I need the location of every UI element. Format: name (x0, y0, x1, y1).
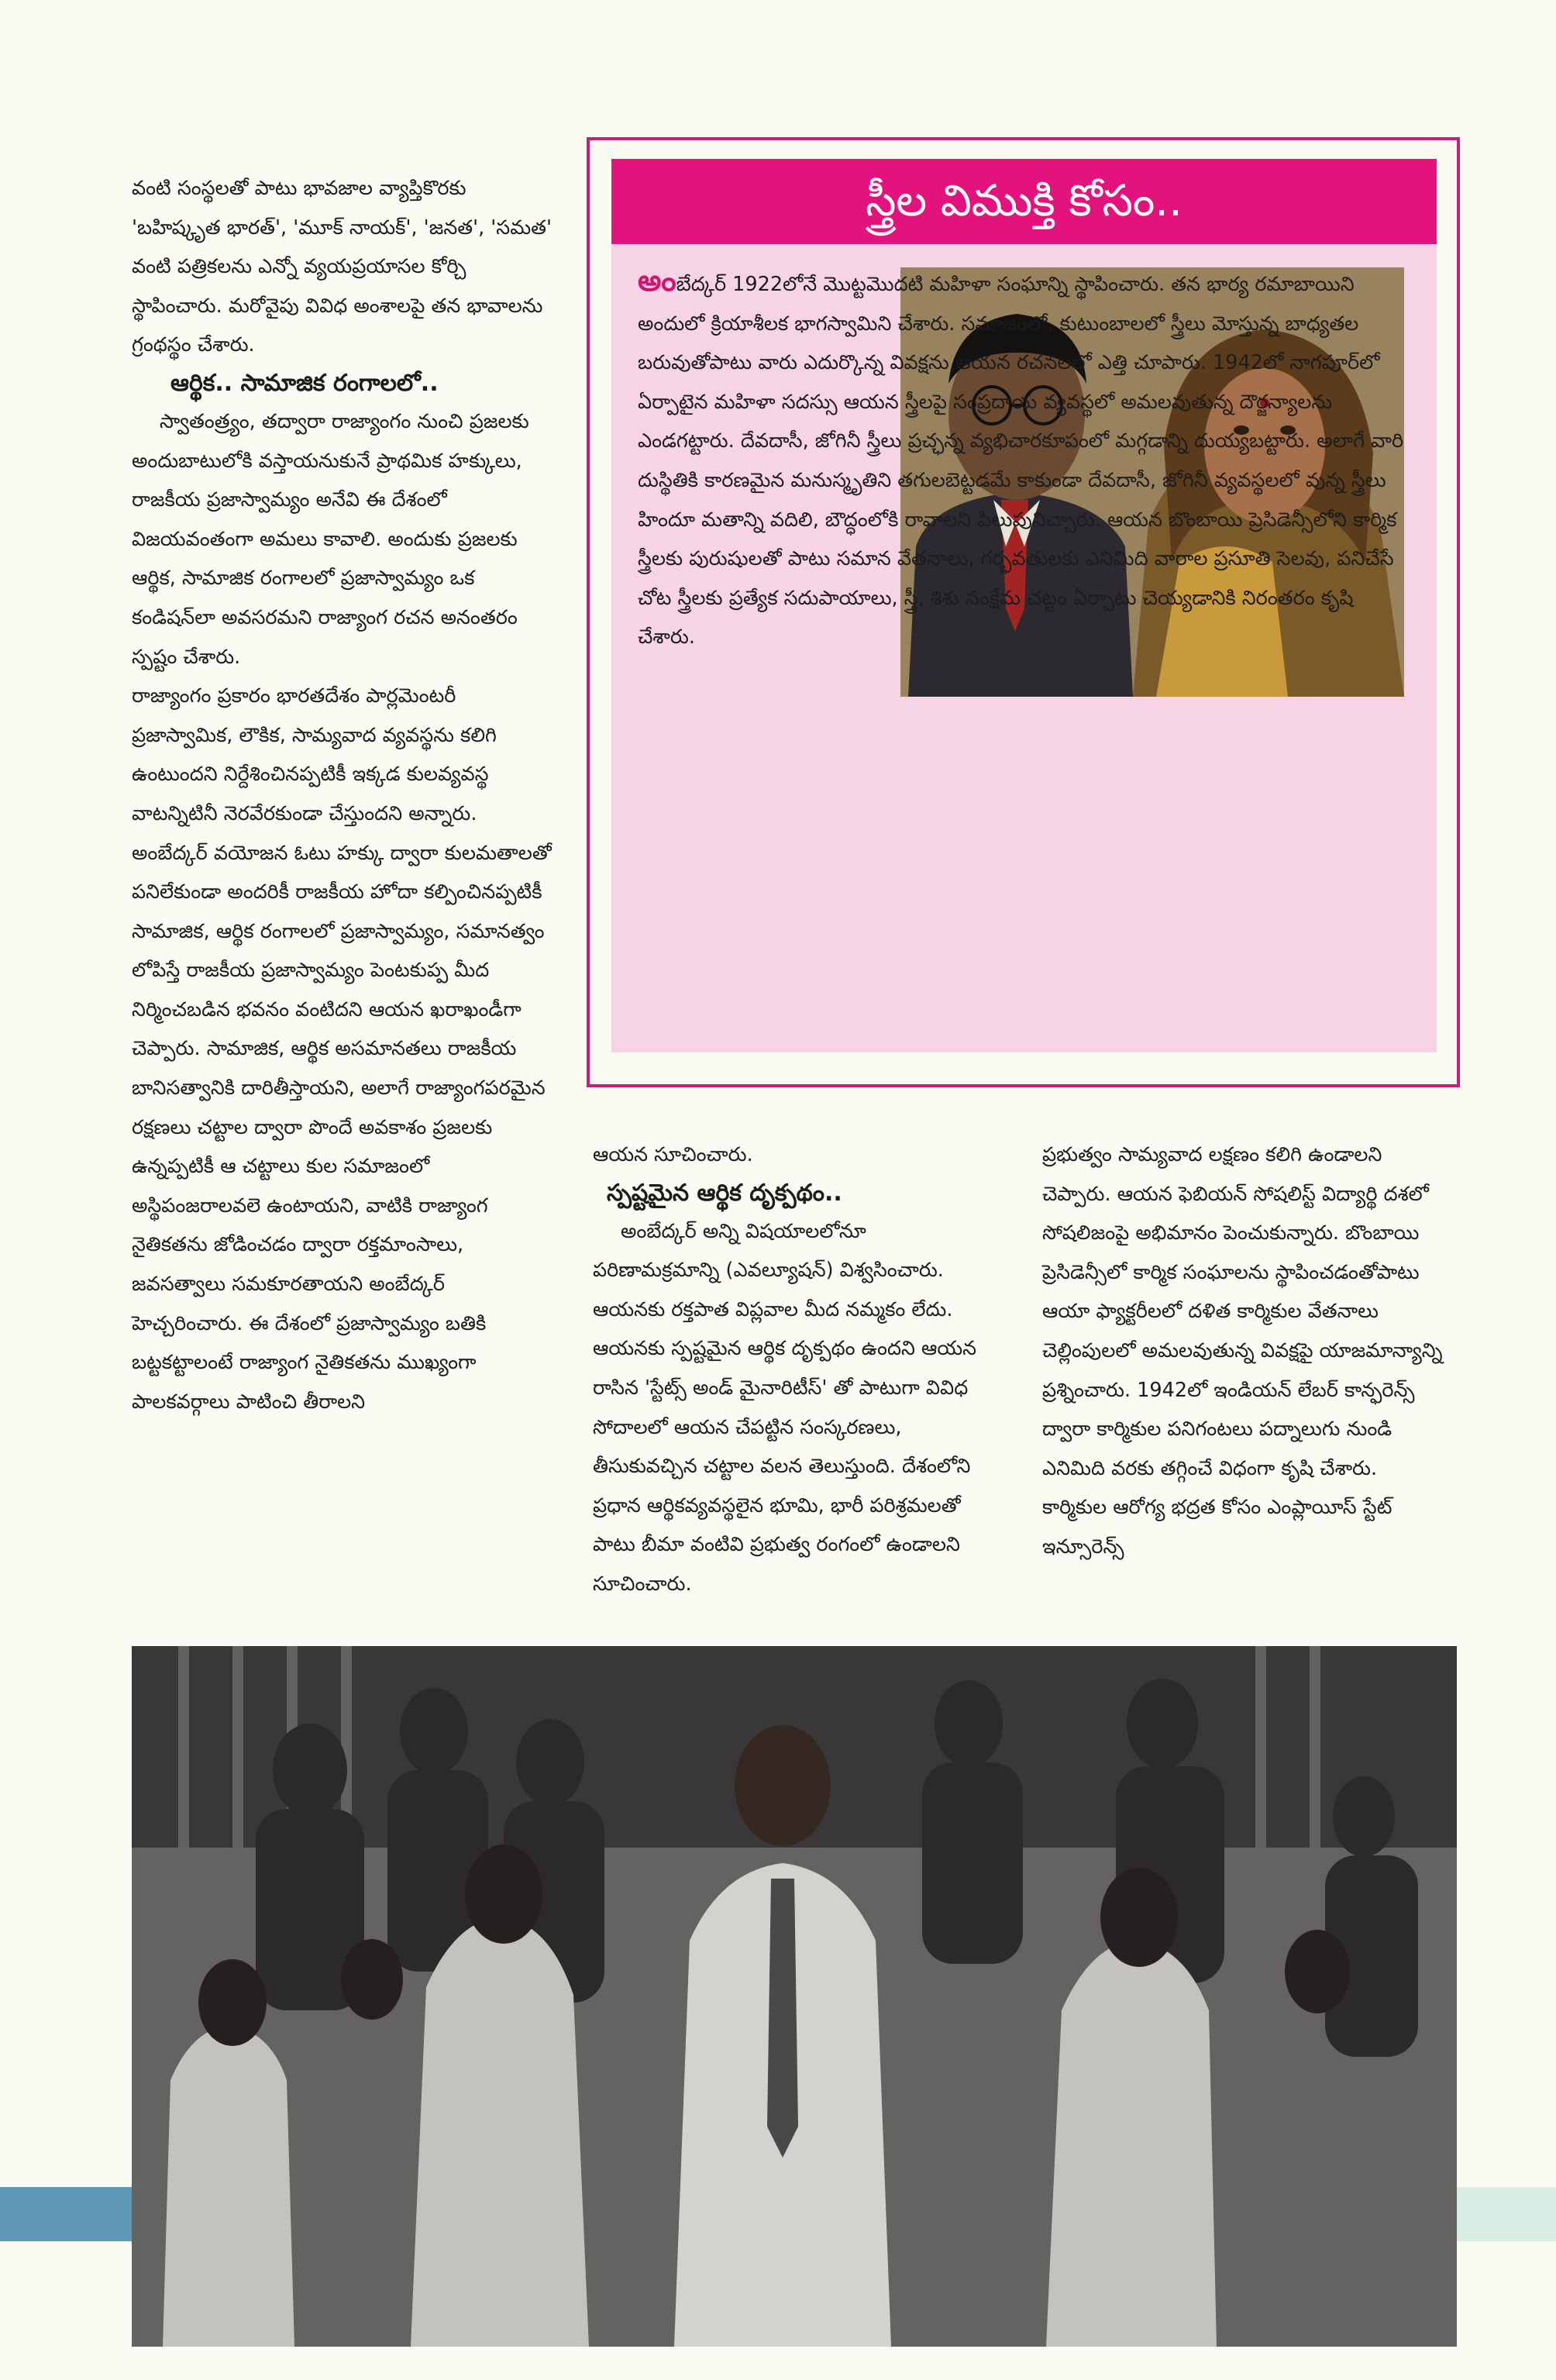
article-column-2 (593, 1135, 996, 1604)
column2-subhead: స్పష్టమైన ఆర్థిక దృక్పథం.. (607, 1179, 842, 1207)
column2-paragraph-1: అంబేద్కర్ అన్ని విషయాలలోనూ పరిణామక్రమాన్ని (ఎవల్యూషన్) విశ్వసించారు. ఆయనకు రక్తపాత విప్లవాల మీద నమ్మకం లేదు. ఆయనకు స్పష్టమైన ఆర్థిక దృక్పథం ఉందని ఆయన రాసిన 'స్టేట్స్ అండ్ మైనారిటీస్' తో పాటుగా వివిధ సోదాలలో ఆయన చేపట్టిన సంస్కరణలు, తీసుకువచ్చిన చట్టాల వలన తెలుస్తుంది. దేశంలోని ప్రధాన ఆర్థికవ్యవస్థలైన భూమి, భారీ పరిశ్రమలతో పాటు బీమా వంటివి ప్రభుత్వ రంగంలో ఉండాలని సూచించారు. (593, 1219, 977, 1596)
column1-paragraph-1: స్వాతంత్ర్యం, తద్వారా రాజ్యాంగం నుంచి ప్రజలకు అందుబాటులోకి వస్తాయనుకునే ప్రాథమిక హక్కులు, రాజకీయ ప్రజాస్వామ్యం అనేవి ఈ దేశంలో విజయవంతంగా అమలు కావాలి. అందుకు ప్రజలకు ఆర్థిక, సామాజిక రంగాలలో ప్రజాస్వామ్యం ఒక కండిషన్‌లా అవసరమని రాజ్యాంగ రచన అనంతరం స్పష్టం చేశారు. (132, 409, 529, 669)
article-column-1 (132, 169, 554, 1421)
sidebar-body (611, 244, 1437, 1052)
column2-intro: ఆయన సూచించారు. (593, 1143, 753, 1166)
column1-subhead: ఆర్థిక.. సామాజిక రంగాలలో.. (170, 369, 439, 397)
column3-paragraph-1: ప్రభుత్వం సామ్యవాద లక్షణం కలిగి ఉండాలని చెప్పారు. ఆయన ఫెబియన్ సోషలిస్ట్ విద్యార్థి దశలో సోషలిజంపై అభిమానం పెంచుకున్నారు. బొంబాయి ప్రెసిడెన్సీలో కార్మిక సంఘాలను స్థాపించడంతోపాటు ఆయా ఫ్యాక్టరీలలో దళిత కార్మికుల వేతనాలు చెల్లింపులలో అమలవుతున్న వివక్షపై యాజమాన్యాన్ని ప్రశ్నించారు. 1942లో ఇండియన్ లేబర్ కాన్ఫరెన్స్ ద్వారా కార్మికుల పనిగంటలు పద్నాలుగు నుండి ఎనిమిది వరకు తగ్గించే విధంగా కృషి చేశారు. కార్మికుల ఆరోగ్య భద్రత కోసం ఎంప్లాయీస్ స్టేట్ ఇన్సూరెన్స్ (1042, 1143, 1443, 1559)
column1-intro: వంటి సంస్థలతో పాటు భావజాల వ్యాప్తికొరకు 'బహిష్కృత భారత్', 'మూక్ నాయక్', 'జనత', 'సమత' వంటి పత్రికలను ఎన్నో వ్యయప్రయాసల కోర్చి స్థాపించారు. మరోవైపు వివిధ అంశాలపై తన భావాలను గ్రంథస్థం చేశారు. (132, 177, 553, 357)
decorative-stripe-right (1457, 2187, 1556, 2241)
sidebar-box (587, 137, 1460, 1087)
sidebar-title: స్త్రీల విముక్తి కోసం.. (611, 159, 1437, 244)
drop-cap: అం (638, 263, 676, 298)
group-photograph (132, 1646, 1457, 2347)
column1-paragraph-2: రాజ్యాంగం ప్రకారం భారతదేశం పార్లమెంటరీ ప్రజాస్వామిక, లౌకిక, సామ్యవాద వ్యవస్థను కలిగి ఉంటుందని నిర్దేశించినప్పటికీ ఇక్కడ కులవ్యవస్థ వాటన్నిటినీ నెరవేరకుండా చేస్తుందని అన్నారు. అంబేద్కర్ వయోజన ఓటు హక్కు ద్వారా కులమతాలతో పనిలేకుండా అందరికీ రాజకీయ హోదా కల్పించినప్పటికీ సామాజిక, ఆర్థిక రంగాలలో ప్రజాస్వామ్యం, సమానత్వం లోపిస్తే రాజకీయ ప్రజాస్వామ్యం పెంటకుప్ప మీద నిర్మించబడిన భవనం వంటిదని ఆయన ఖరాఖండీగా చెప్పారు. సామాజిక, ఆర్థిక అసమానతలు రాజకీయ బానిసత్వానికి దారితీస్తాయని, అలాగే రాజ్యాంగపరమైన రక్షణలు చట్టాల ద్వారా పొందే అవకాశం ప్రజలకు ఉన్నప్పటికీ ఆ చట్టాలు కుల సమాజంలో అస్థిపంజరాలవలె ఉంటాయని, వాటికి రాజ్యాంగ నైతికతను జోడించడం ద్వారా రక్తమాంసాలు, జవసత్వాలు సమకూరతాయని అంబేద్కర్ హెచ్చరించారు. ఈ దేశంలో ప్రజాస్వామ్యం బతికి బట్టకట్టాలంటే రాజ్యాంగ నైతికతను ముఖ్యంగా పాలకవర్గాలు పాటించి తీరాలని (132, 684, 552, 1414)
sidebar-paragraph: బేద్కర్ 1922లోనే మొట్టమొదటి మహిళా సంఘాన్ని స్థాపించారు. తన భార్య రమాబాయిని అందులో క్రియాశీలక భాగస్వామిని చేశారు. సమాజంలో, కుటుంబాలలో స్త్రీలు మోస్తున్న బాధ్యతల బరువుతోపాటు వారు ఎదుర్కొన్న వివక్షను ఆయన రచనలలో ఎత్తి చూపారు. 1942లో నాగపూర్‌లో ఏర్పాటైన మహిళా సదస్సు ఆయన స్త్రీలపై సంప్రదాయ వ్యవస్థలో అమలవుతున్న దౌర్జన్యాలను ఎండగట్టారు. దేవదాసీ, జోగినీ స్త్రీలు ప్రచ్ఛన్న వ్యభిచారకూపంలో మగ్గడాన్ని దుయ్యబట్టారు. అలాగే వారి దుస్థితికి కారణమైన మనుస్మృతిని తగులబెట్టడమే కాకుండా దేవదాసీ, జోగినీ వ్యవస్థలలో వున్న స్త్రీలు హిందూ మతాన్ని వదిలి, బౌద్ధంలోకి రావాలని పిలుపునిచ్చారు. ఆయన బొంబాయి ప్రెసిడెన్సీలోని కార్మిక స్త్రీలకు పురుషులతో పాటు సమాన వేతనాలు, గర్భవతులకు ఎనిమిది వారాల ప్రసూతి సెలవు, పనిచేసే చోట స్త్రీలకు ప్రత్యేక సదుపాయాలు, స్త్రీ, శిశు సంక్షేమ చట్టం ఏర్పాటు చెయ్యడానికి నిరంతరం కృషి చేశారు. (638, 273, 1404, 649)
sidebar-text (638, 261, 1413, 657)
decorative-stripe-left (0, 2187, 132, 2241)
article-column-3 (1042, 1135, 1445, 1567)
